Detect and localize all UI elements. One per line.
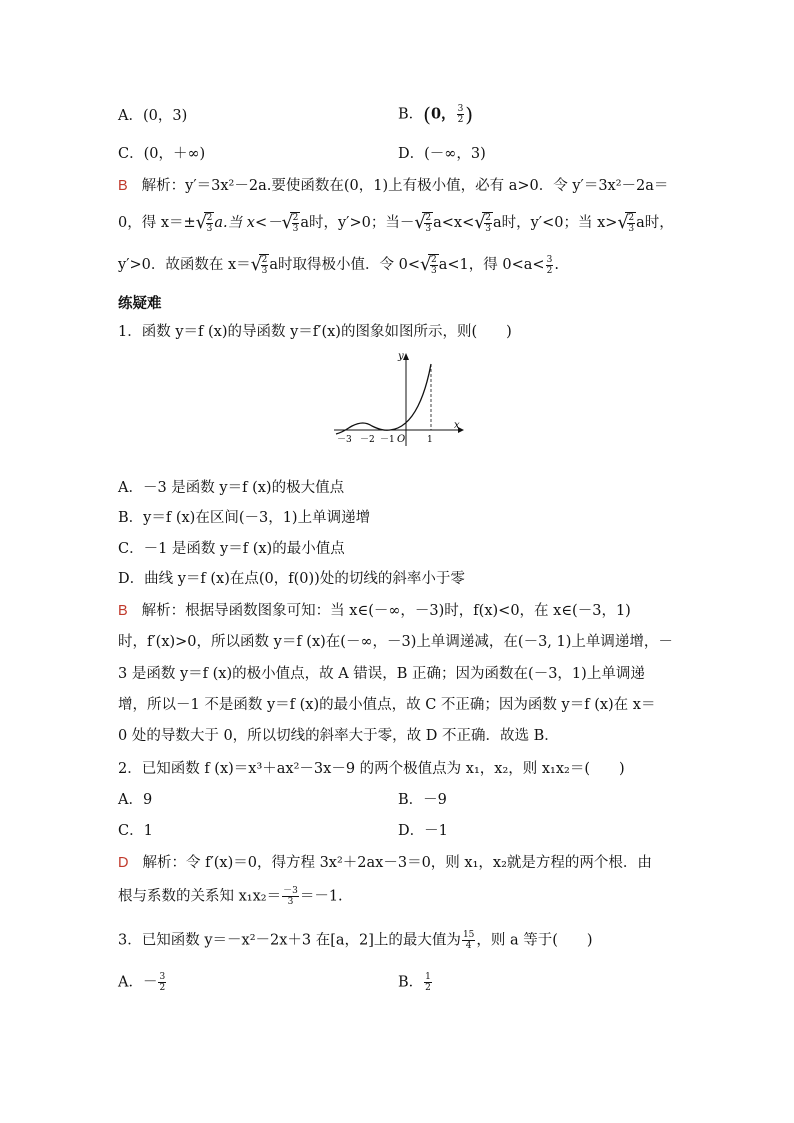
y-axis-label: y (398, 351, 404, 362)
q2-analysis-line-2: 根与系数的关系知 x₁x₂＝ $\frac{-3}{3}$ ＝－1. (118, 886, 343, 907)
q1-option-b: B．y＝f (x)在区间(－3，1)上单调递增 (118, 510, 371, 526)
answer-letter: B (118, 178, 128, 194)
q1-option-a: A．－3 是函数 y＝f (x)的极大值点 (118, 480, 345, 496)
q3-option-b: B． $\frac{1}{2}$ (398, 972, 431, 993)
answer-letter: B (118, 603, 128, 619)
x-axis-label: x (454, 420, 460, 431)
q1-analysis-line-2: 时，f′(x)>0，所以函数 y＝f (x)在(－∞，－3)上单调递减，在(－3, 1)上单调递增，－ (118, 634, 673, 650)
q2-option-c: C．1 (118, 823, 153, 839)
option-a: A．(0，3) (118, 108, 188, 124)
q2-option-a: A．9 (118, 792, 153, 808)
q2-fraction: $\frac{-3}{3}$ (283, 886, 298, 907)
q2-option-b: B．－9 (398, 792, 447, 808)
derivative-curve (336, 364, 431, 434)
q2-analysis-line-1: D 解析：令 f′(x)＝0，得方程 3x²＋2ax－3＝0，则 x₁，x₂就是方程的两个根．由 (118, 855, 652, 871)
q1-analysis-line-1: B 解析：根据导函数图象可知：当 x∈(－∞，－3)时，f(x)<0，在 x∈(－3，1) (118, 603, 631, 619)
answer-letter: D (118, 855, 129, 871)
prev-analysis-line-3: y′>0．故函数在 x＝ √ $\frac{2}{3}$ a时取得极小值．令 0< √ $\frac{2}{3}$ a<1，得 0<a< $\frac{3}{2}$ . (118, 254, 559, 276)
analysis-label: 解析： (141, 178, 186, 194)
tick-label-1: 1 (427, 435, 433, 445)
origin-label: O (397, 434, 406, 445)
sqrt-icon: √ $\frac{2}{3}$ (196, 212, 215, 234)
q1-option-c: C．－1 是函数 y＝f (x)的最小值点 (118, 541, 345, 557)
q3-stem: 3．已知函数 y＝－x²－2x＋3 在[a，2]上的最大值为 $\frac{15}{4}$ ，则 a 等于( ) (118, 930, 593, 951)
tick-label-neg3: －3 (337, 435, 352, 445)
close-paren-icon: ) (465, 102, 474, 127)
q3-option-b-fraction: $\frac{1}{2}$ (425, 972, 431, 993)
q1-analysis-line-5: 0 处的导数大于 0，所以切线的斜率大于零，故 D 不正确．故选 B． (118, 728, 559, 744)
option-c: C．(0，＋∞) (118, 146, 206, 162)
analysis-label: 解析： (142, 855, 186, 871)
open-paren-icon: ( (423, 102, 431, 127)
option-b-fraction: $\frac{3}{2}$ (457, 104, 464, 125)
derivative-graph (330, 350, 470, 450)
q1-option-d: D．曲线 y＝f (x)在点(0，f(0))处的切线的斜率小于零 (118, 571, 465, 587)
q1-stem: 1．函数 y＝f (x)的导函数 y＝f′(x)的图象如图所示，则( ) (118, 324, 512, 340)
result-fraction: $\frac{3}{2}$ (546, 254, 553, 276)
sqrt-icon: √ $\frac{2}{3}$ (474, 212, 493, 234)
analysis-text: y′＝3x²－2a.要使函数在(0，1)上有极小值，必有 a>0．令 y′＝3x²－2a＝ (185, 178, 669, 194)
sqrt-icon: √ $\frac{2}{3}$ (251, 254, 270, 276)
option-b-prefix: B． (398, 106, 424, 123)
q1-analysis-line-4: 增，所以－1 不是函数 y＝f (x)的最小值点，故 C 不正确；因为函数 y＝f (x)在 x＝ (118, 697, 656, 713)
q3-fraction: $\frac{15}{4}$ (462, 930, 475, 951)
sqrt-icon: √ $\frac{2}{3}$ (414, 212, 433, 234)
analysis-label: 解析： (141, 603, 186, 619)
q2-stem: 2．已知函数 f (x)＝x³＋ax²－3x－9 的两个极值点为 x₁，x₂，则 x₁x₂＝( ) (118, 761, 625, 777)
q3-option-a-fraction: $\frac{3}{2}$ (159, 972, 166, 993)
q3-option-a: A．－ $\frac{3}{2}$ (118, 972, 166, 993)
q2-option-d: D．－1 (398, 823, 448, 839)
option-b: B．(0， $\frac{3}{2}$ ) (398, 102, 474, 127)
tick-label-neg2: －2 (360, 435, 375, 445)
option-d: D．(－∞，3) (398, 146, 486, 162)
sqrt-icon: √ $\frac{2}{3}$ (420, 254, 439, 276)
y-axis-arrow-icon (403, 353, 409, 360)
sqrt-icon: √ $\frac{2}{3}$ (617, 212, 636, 234)
q1-analysis-line-3: 3 是函数 y＝f (x)的极小值点，故 A 错误，B 正确；因为函数在(－3，1)上单调递 (118, 666, 645, 682)
prev-analysis-line-2: 0，得 x＝± √ $\frac{2}{3}$ a.当 x<－ √ $\frac{2}{3}$ a时，y′>0；当－ √ $\frac{2}{3}$ a<x< √ $\frac{2}{3}$ a时，y′<0；当 x> √ $\frac{2}{3}$ a时， (118, 212, 674, 234)
section-title: 练疑难 (118, 296, 162, 312)
sqrt-icon: √ $\frac{2}{3}$ (282, 212, 301, 234)
prev-analysis-line-1 (118, 176, 668, 196)
tick-label-neg1: －1 (380, 435, 395, 445)
